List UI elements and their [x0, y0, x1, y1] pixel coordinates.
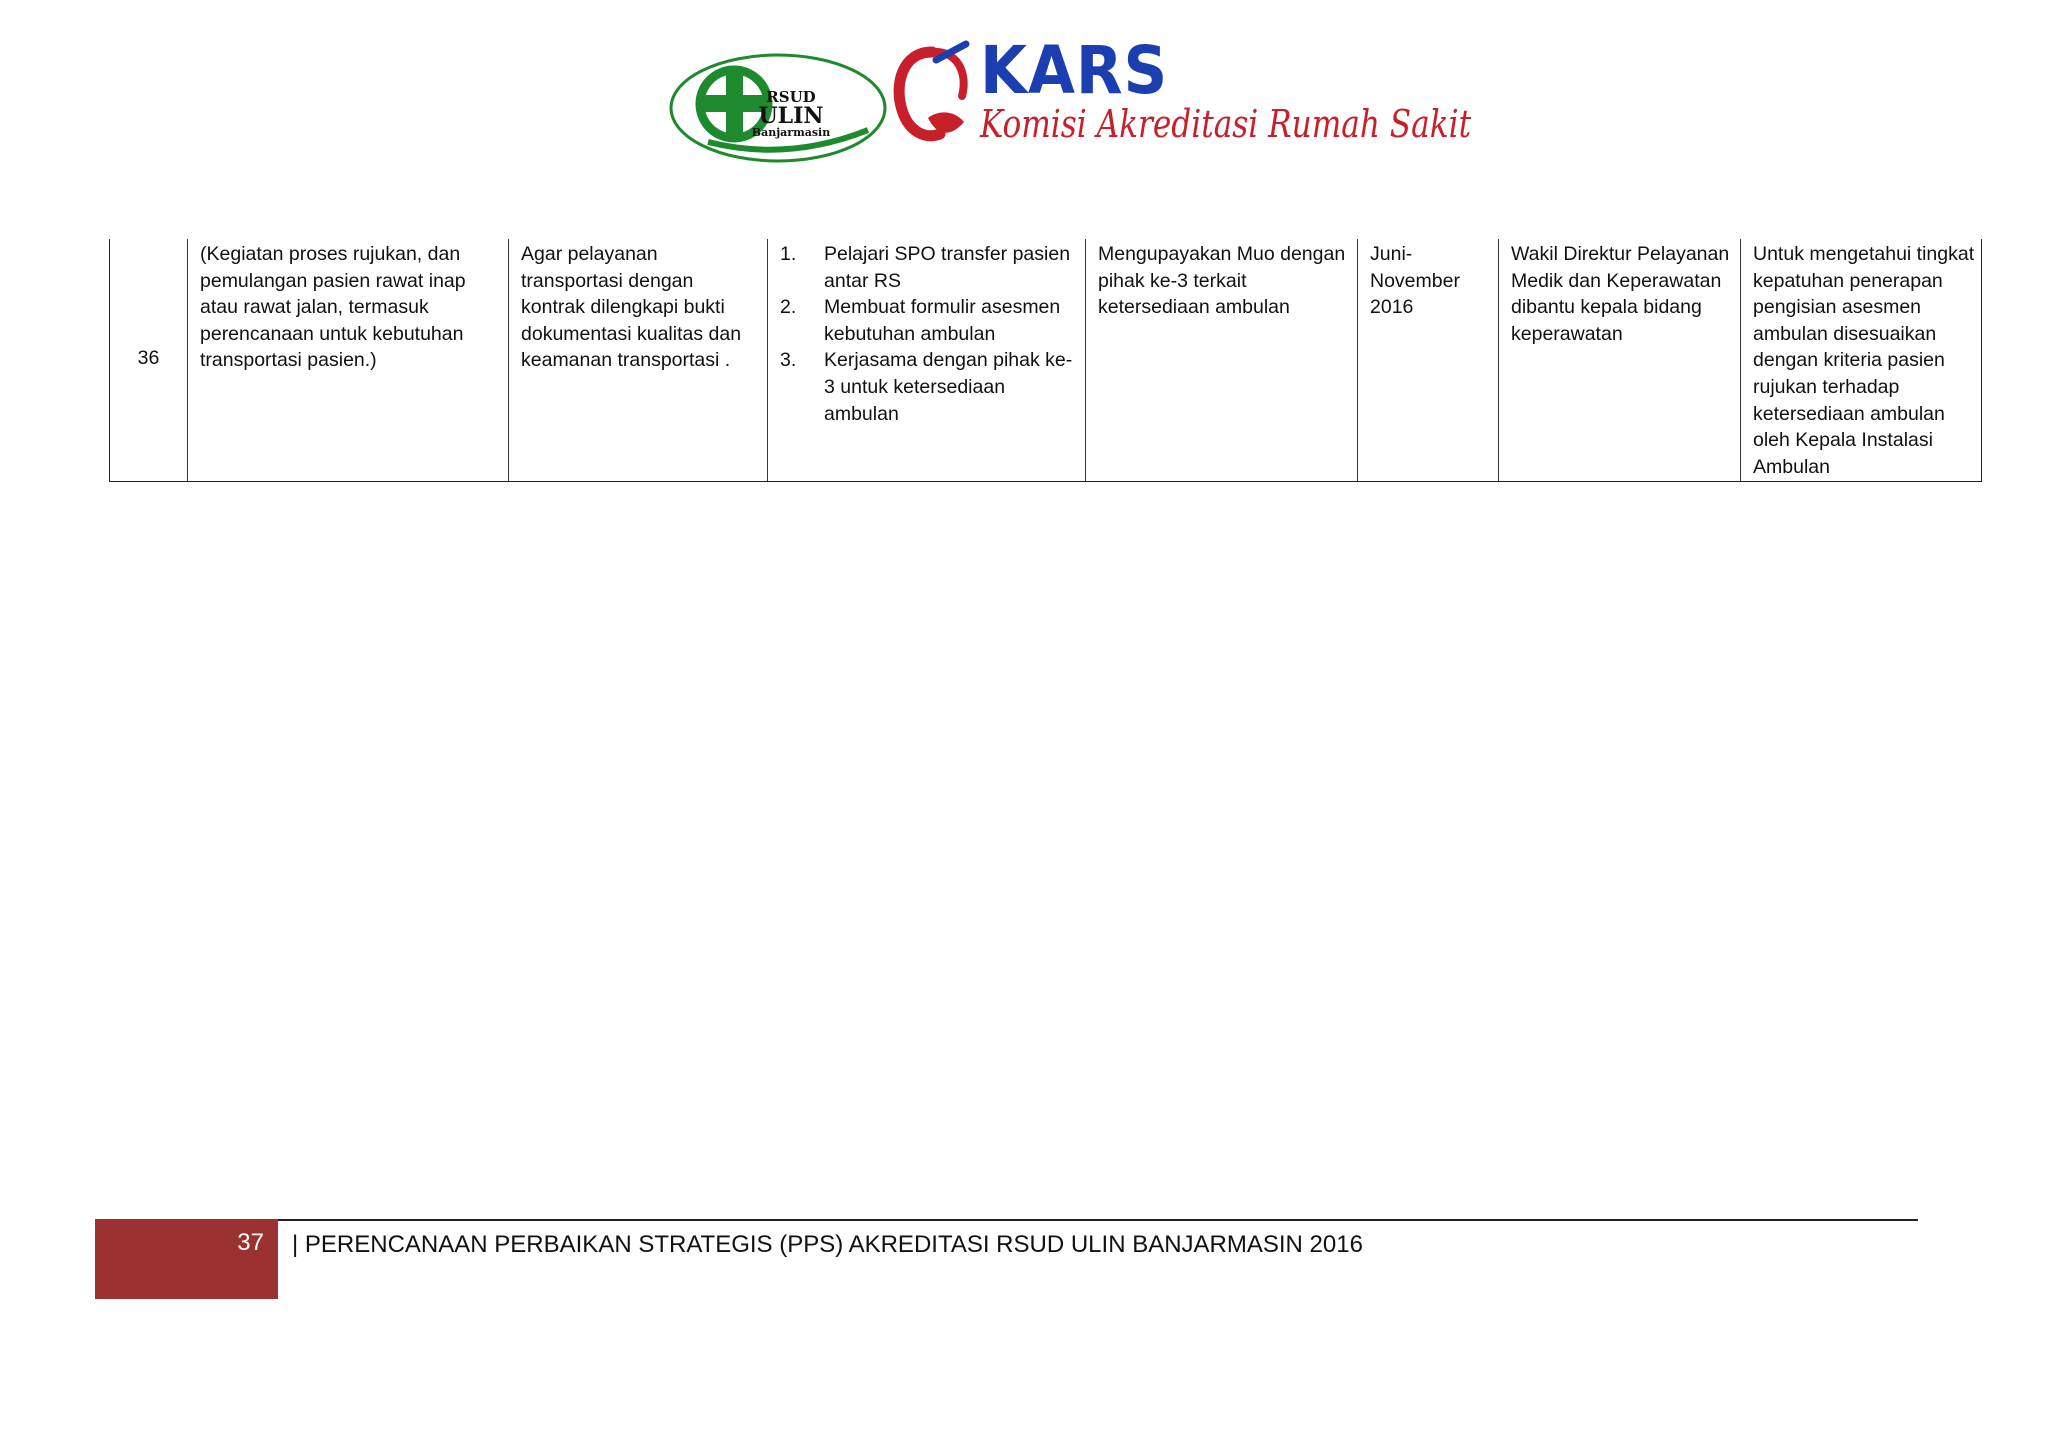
steps-list — [780, 241, 1079, 427]
footer-title: | PERENCANAAN PERBAIKAN STRATEGIS (PPS) AKREDITASI RSUD ULIN BANJARMASIN 2016 — [292, 1231, 1363, 1258]
page-number: 37 — [237, 1229, 264, 1256]
kars-logo — [892, 32, 1472, 180]
period-text: Juni-November 2016 — [1370, 243, 1460, 319]
steps-list-wrapper — [780, 241, 1079, 427]
header-logos — [660, 32, 1472, 170]
rsud-logo-line3: Banjarmasin — [751, 126, 831, 139]
rsud-ulin-logo — [668, 52, 888, 164]
rsud-logo-line2: ULIN — [758, 103, 824, 129]
step-index: 3. — [780, 349, 797, 372]
step-index: 2. — [780, 296, 797, 319]
table-cell-action — [1085, 239, 1357, 481]
pic-text: Wakil Direktur Pelayanan Medik dan Keperawatan dibantu kepala bidang keperawatan — [1511, 243, 1730, 345]
rsud-logo-line1: RSUD — [766, 88, 816, 106]
step-item — [780, 294, 1079, 347]
strategy-table — [109, 239, 1982, 482]
table-cell-period — [1357, 239, 1498, 481]
step-item — [780, 241, 1079, 294]
kars-logo-subtitle: Komisi Akreditasi Rumah Sakit — [980, 102, 1472, 146]
table-cell-indicator — [1740, 239, 1981, 481]
row-number: 36 — [137, 347, 160, 369]
step-text: Membuat formulir asesmen kebutuhan ambulan — [824, 296, 1061, 345]
activity-text: (Kegiatan proses rujukan, dan pemulangan pasien rawat inap atau rawat jalan, termasuk perencanaan untuk kebutuhan transportasi pasien.) — [200, 243, 466, 372]
action-text: Mengupayakan Muo dengan pihak ke-3 terkait ketersediaan ambulan — [1098, 243, 1346, 319]
table-cell-number — [110, 239, 187, 481]
kars-logo-title: KARS — [980, 32, 1169, 109]
table-cell-activity — [187, 239, 508, 481]
goal-text: Agar pelayanan transportasi dengan kontrak dilengkapi bukti dokumentasi kualitas dan keamanan transportasi . — [521, 243, 742, 372]
step-index: 1. — [780, 243, 797, 265]
indicator-text: Untuk mengetahui tingkat kepatuhan penerapan pengisian asesmen ambulan disesuaikan dengan kriteria pasien rujukan terhadap ketersediaan ambulan oleh Kepala Instalasi Ambulan — [1753, 243, 1975, 478]
step-text: Kerjasama dengan pihak ke-3 untuk ketersediaan ambulan — [824, 349, 1073, 425]
step-item — [780, 347, 1079, 427]
table-cell-goal — [508, 239, 767, 481]
step-text: Pelajari SPO transfer pasien antar RS — [824, 243, 1071, 292]
table-cell-pic — [1498, 239, 1740, 481]
footer-page-block — [95, 1219, 278, 1299]
kars-emblem-icon — [892, 40, 982, 160]
footer-divider — [278, 1219, 1918, 1221]
table-cell-steps — [767, 239, 1085, 481]
